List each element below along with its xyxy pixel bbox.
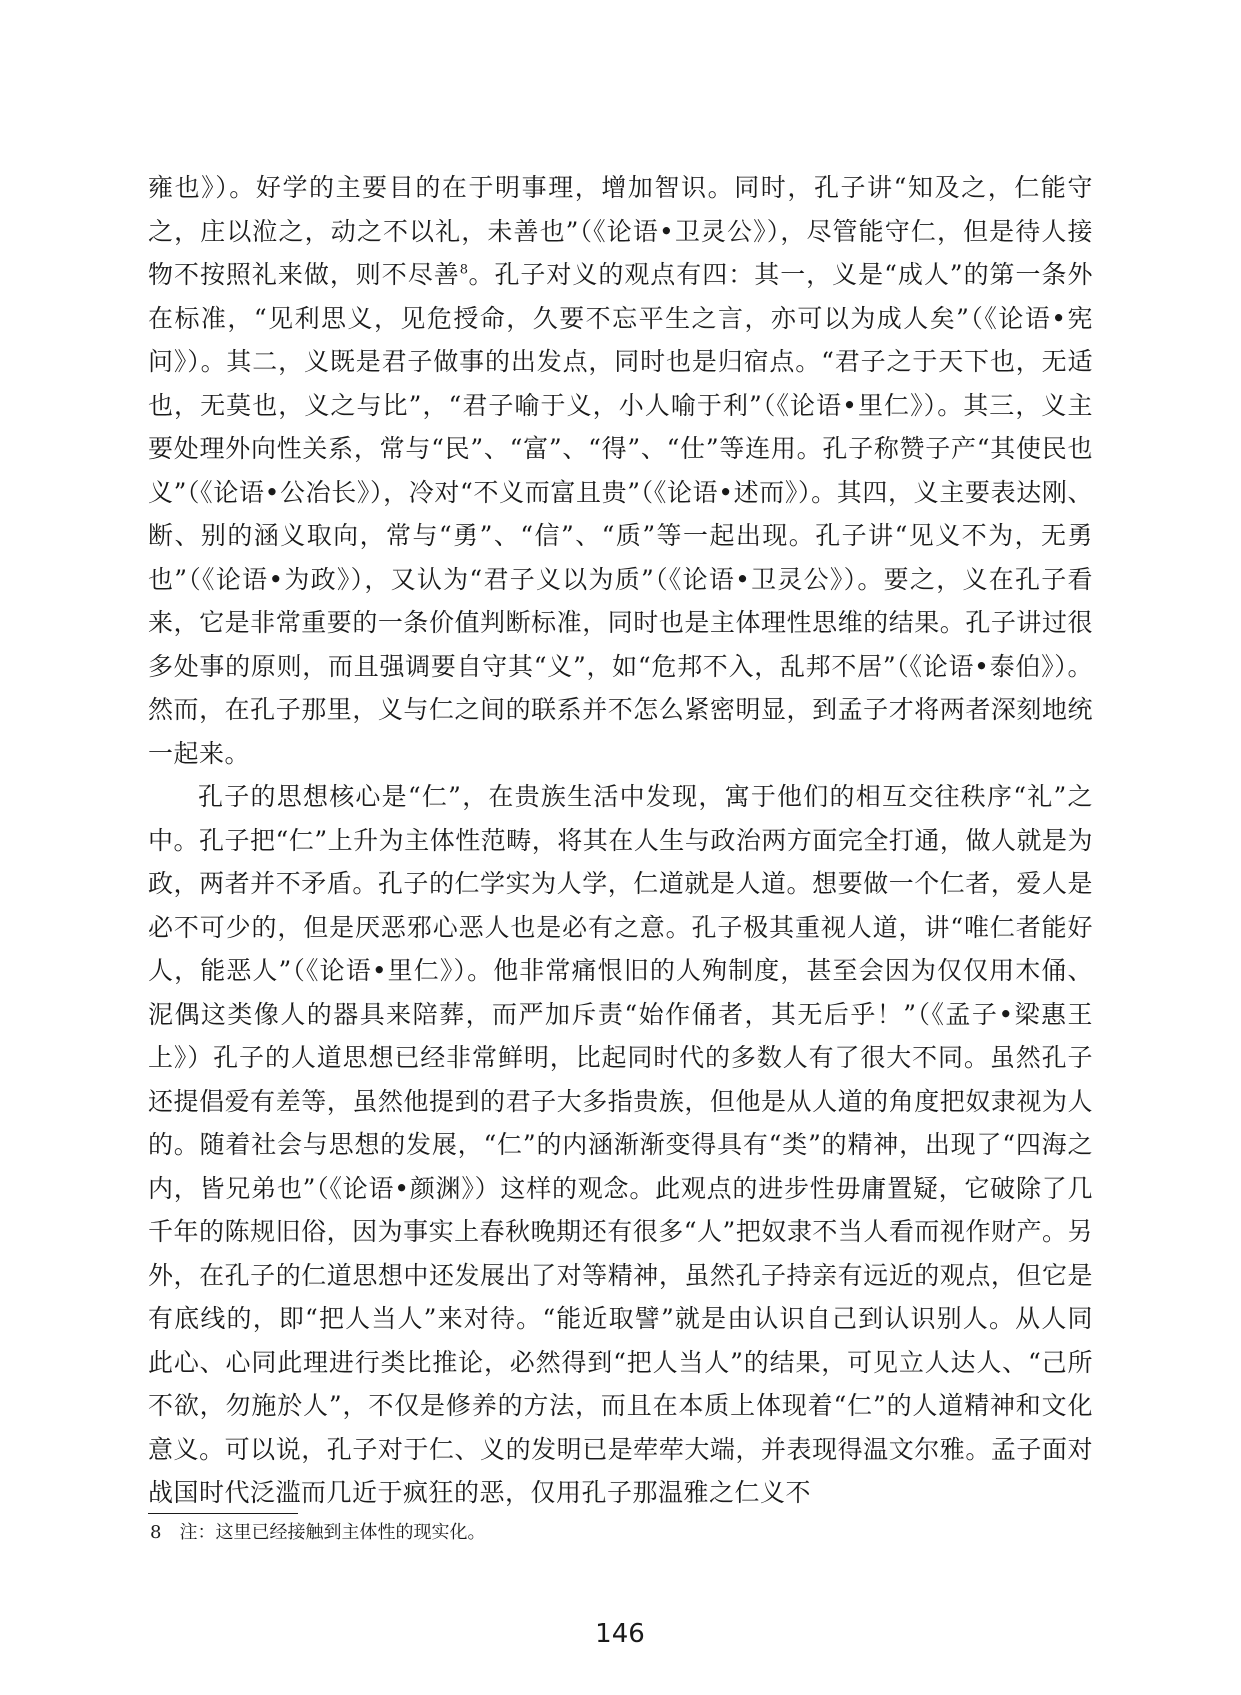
page-number: 146 (595, 1619, 645, 1649)
paragraph-continued (148, 166, 1093, 775)
footnote-reference[interactable]: 8 (459, 262, 468, 278)
body-text (148, 166, 1093, 1515)
paragraph-1-text-part-1: 雍也》）。好学的主要目的在于明事理，增加智识。同时，孔子讲“知及之，仁能守之，庄以涖之，动之不以礼，未善也”（《论语•卫灵公》），尽管能守仁，但是待人接物不按照礼来做，则不尽善 (148, 173, 1093, 289)
footnote-divider (148, 1513, 298, 1514)
paragraph-1-text-part-2: 。孔子对义的观点有四：其一，义是“成人”的第一条外在标准，“见利思义，见危授命，久要不忘平生之言，亦可以为成人矣”（《论语•宪问》）。其二，义既是君子做事的出发点，同时也是归宿点。“君子之于天下也，无适也，无莫也，义之与比”，“君子喻于义，小人喻于利”（《论语•里仁》）。其三，义主要处理外向性关系，常与“民”、“富”、“得”、“仕”等连用。孔子称赞子产“其使民也义”（《论语•公冶长》），冷对“不义而富且贵”（《论语•述而》）。其四，义主要表达刚、断、别的涵义取向，常与“勇”、“信”、“质”等一起出现。孔子讲“见义不为，无勇也”（《论语•为政》），又认为“君子义以为质”（《论语•卫灵公》）。要之，义在孔子看来，它是非常重要的一条价值判断标准，同时也是主体理性思维的结果。孔子讲过很多处事的原则，而且强调要自守其“义”，如“危邦不入，乱邦不居”（《论语•泰伯》）。然而，在孔子那里，义与仁之间的联系并不怎么紧密明显，到孟子才将两者深刻地统一起来。 (148, 260, 1093, 768)
paragraph-2: 孔子的思想核心是“仁”，在贵族生活中发现，寓于他们的相互交往秩序“礼”之中。孔子把“仁”上升为主体性范畴，将其在人生与政治两方面完全打通，做人就是为政，两者并不矛盾。孔子的仁学实为人学，仁道就是人道。想要做一个仁者，爱人是必不可少的，但是厌恶邪心恶人也是必有之意。孔子极其重视人道，讲“唯仁者能好人，能恶人”（《论语•里仁》）。他非常痛恨旧的人殉制度，甚至会因为仅仅用木俑、泥偶这类像人的器具来陪葬，而严加斥责“始作俑者，其无后乎！”（《孟子•梁惠王上》）孔子的人道思想已经非常鲜明，比起同时代的多数人有了很大不同。虽然孔子还提倡爱有差等，虽然他提到的君子大多指贵族，但他是从人道的角度把奴隶视为人的。随着社会与思想的发展，“仁”的内涵渐渐变得具有“类”的精神，出现了“四海之内，皆兄弟也”（《论语•颜渊》）这样的观念。此观点的进步性毋庸置疑，它破除了几千年的陈规旧俗，因为事实上春秋晚期还有很多“人”把奴隶不当人看而视作财产。另外，在孔子的仁道思想中还发展出了对等精神，虽然孔子持亲有远近的观点，但它是有底线的，即“把人当人”来对待。“能近取譬”就是由认识自己到认识别人。从人同此心、心同此理进行类比推论，必然得到“把人当人”的结果，可见立人达人、“己所不欲，勿施於人”，不仅是修养的方法，而且在本质上体现着“仁”的人道精神和文化意义。可以说，孔子对于仁、义的发明已是荦荦大端，并表现得温文尔雅。孟子面对战国时代泛滥而几近于疯狂的恶，仅用孔子那温雅之仁义不 (148, 782, 1093, 1507)
footnote-text: 注：这里已经接触到主体性的现实化。 (179, 1522, 486, 1543)
footnote (150, 1520, 485, 1546)
footnote-number: 8 (150, 1522, 162, 1543)
